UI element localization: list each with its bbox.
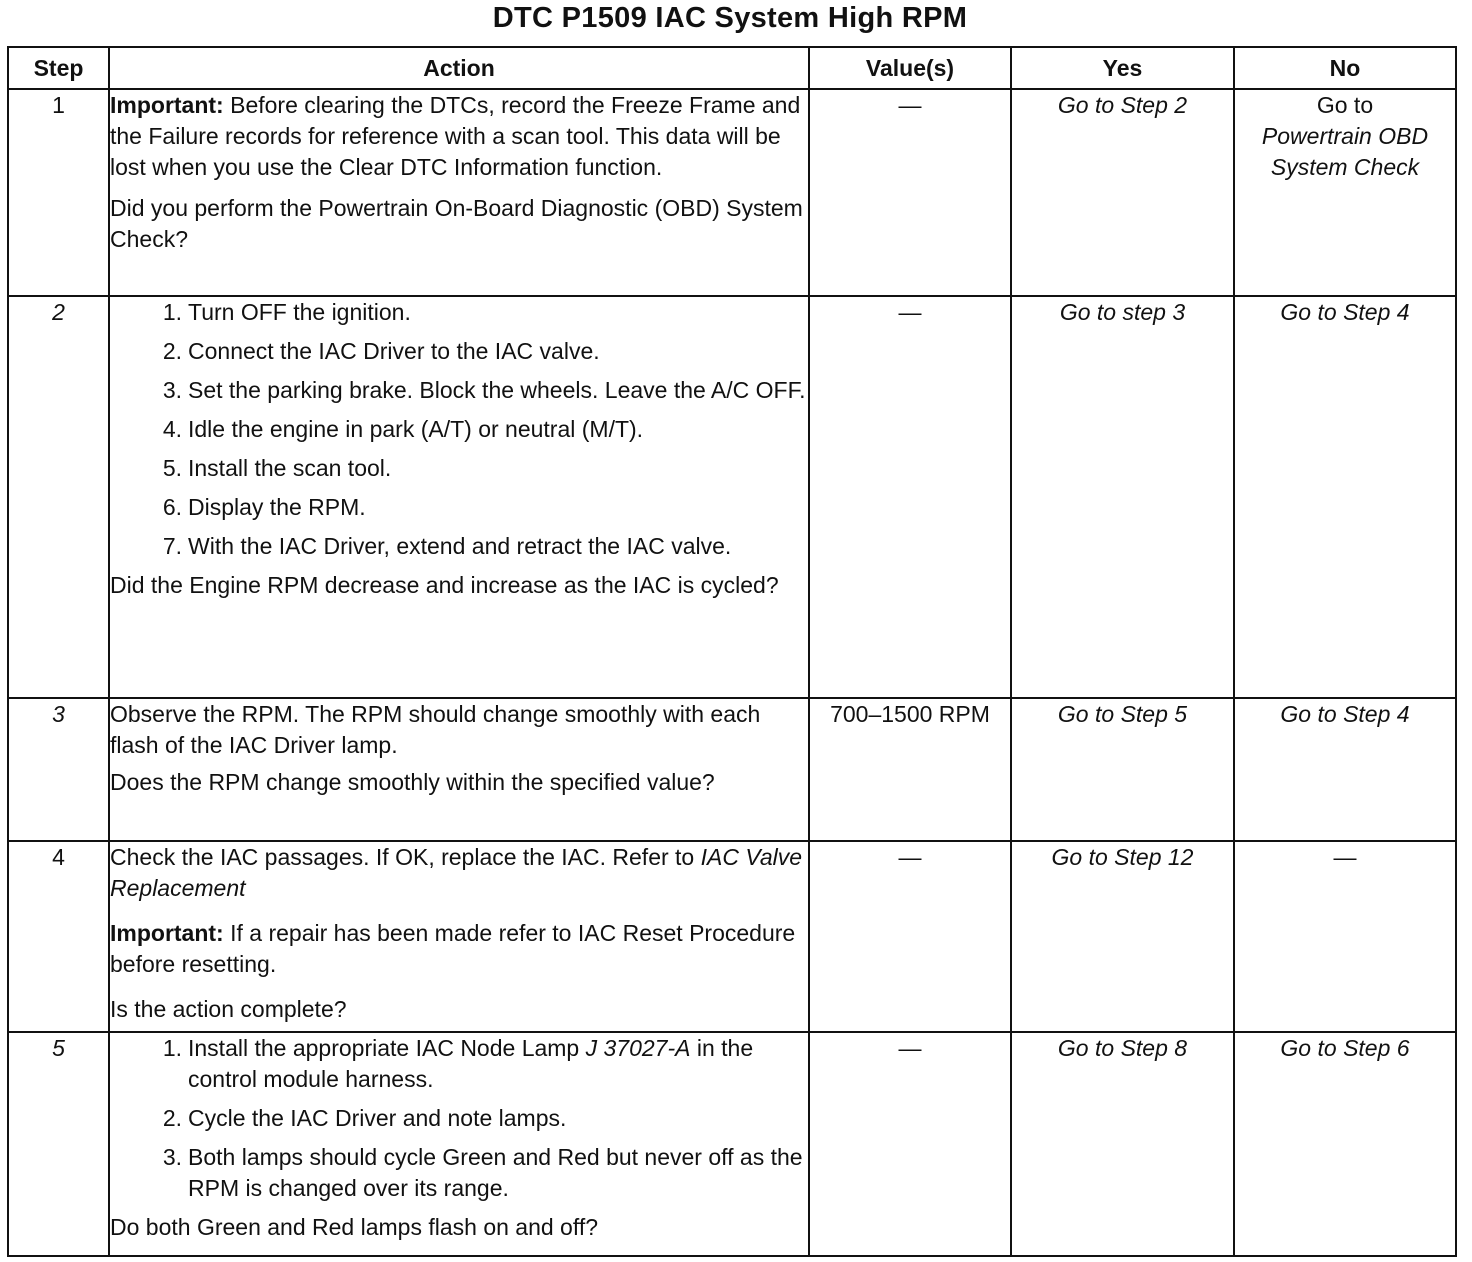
list-item bbox=[110, 1033, 808, 1095]
action-cell bbox=[109, 841, 809, 1032]
question-text: Does the RPM change smoothly within the specified value? bbox=[110, 769, 715, 795]
tool-reference: J 37027-A bbox=[585, 1035, 691, 1061]
table-row bbox=[8, 841, 1456, 1032]
value-cell bbox=[809, 89, 1011, 296]
table-row bbox=[8, 296, 1456, 698]
step-number-text: 2 bbox=[52, 299, 65, 325]
important-note bbox=[110, 90, 808, 183]
item-text: Display the RPM. bbox=[188, 494, 366, 520]
step-number bbox=[8, 1032, 109, 1256]
no-link[interactable] bbox=[1234, 89, 1456, 296]
step-number: 4 bbox=[8, 841, 109, 1032]
item-text: Install the scan tool. bbox=[188, 455, 392, 481]
header-no: No bbox=[1234, 47, 1456, 89]
value-text: — bbox=[898, 1035, 922, 1061]
question-text: Do both Green and Red lamps flash on and off? bbox=[110, 1214, 599, 1240]
item-text: Turn OFF the ignition. bbox=[188, 299, 411, 325]
item-text: With the IAC Driver, extend and retract the IAC valve. bbox=[188, 533, 732, 559]
value-cell bbox=[809, 841, 1011, 1032]
no-prefix: Go to bbox=[1316, 92, 1374, 118]
value-text: — bbox=[898, 844, 922, 870]
item-number: 2. bbox=[162, 338, 182, 364]
question-text: Did the Engine RPM decrease and increase as the IAC is cycled? bbox=[110, 572, 779, 598]
table-row bbox=[8, 698, 1456, 841]
item-text-pre: Install the appropriate IAC Node Lamp bbox=[188, 1035, 580, 1061]
no-cell bbox=[1234, 841, 1456, 1032]
item-text bbox=[188, 1033, 808, 1095]
table-header-row bbox=[8, 47, 1456, 89]
item-text: Both lamps should cycle Green and Red but never off as the RPM is changed over its range. bbox=[188, 1144, 803, 1201]
table-row bbox=[8, 89, 1456, 296]
value-cell: 700–1500 RPM bbox=[809, 698, 1011, 841]
list-item bbox=[110, 297, 808, 328]
item-text: Idle the engine in park (A/T) or neutral (M/T). bbox=[188, 416, 644, 442]
step-number-text: 3 bbox=[52, 701, 65, 727]
item-number: 6. bbox=[162, 494, 182, 520]
procedure-list bbox=[110, 1033, 808, 1204]
list-item bbox=[110, 453, 808, 484]
item-number: 1. bbox=[162, 299, 182, 325]
table-row bbox=[8, 1032, 1456, 1256]
no-link[interactable]: Go to Step 4 bbox=[1234, 296, 1456, 698]
diagnostic-table bbox=[7, 46, 1457, 1257]
list-item bbox=[110, 492, 808, 523]
important-label: Important: bbox=[110, 92, 224, 118]
list-item bbox=[110, 1103, 808, 1134]
question-text: Is the action complete? bbox=[110, 996, 347, 1022]
value-cell bbox=[809, 1032, 1011, 1256]
action-cell bbox=[109, 698, 809, 841]
list-item bbox=[110, 375, 808, 406]
item-text-post: in the control module harness. bbox=[188, 1035, 754, 1092]
step-number-text: 5 bbox=[52, 1035, 65, 1061]
no-link[interactable]: Go to Step 6 bbox=[1234, 1032, 1456, 1256]
header-yes: Yes bbox=[1011, 47, 1234, 89]
list-item bbox=[110, 336, 808, 367]
item-number: 7. bbox=[162, 533, 182, 559]
action-text-main: Check the IAC passages. If OK, replace the IAC. Refer to bbox=[110, 844, 695, 870]
item-number: 1. bbox=[162, 1035, 182, 1061]
value-text: — bbox=[898, 299, 922, 325]
header-step: Step bbox=[8, 47, 109, 89]
header-action: Action bbox=[109, 47, 809, 89]
important-note bbox=[110, 918, 808, 980]
list-item bbox=[110, 531, 808, 562]
yes-link[interactable]: Go to Step 12 bbox=[1011, 841, 1234, 1032]
important-text: Before clearing the DTCs, record the Freeze Frame and the Failure records for reference with a scan tool. This data will be lost when you use the Clear DTC Information function. bbox=[110, 92, 801, 180]
item-text: Cycle the IAC Driver and note lamps. bbox=[188, 1105, 567, 1131]
no-value-text: — bbox=[1333, 844, 1357, 870]
action-cell bbox=[109, 89, 809, 296]
no-target: Powertrain OBD System Check bbox=[1261, 123, 1429, 180]
value-cell bbox=[809, 296, 1011, 698]
procedure-list bbox=[110, 297, 808, 562]
item-number: 3. bbox=[162, 1144, 182, 1170]
question-text: Did you perform the Powertrain On-Board Diagnostic (OBD) System Check? bbox=[110, 195, 803, 252]
important-label: Important: bbox=[110, 920, 224, 946]
list-item bbox=[110, 1142, 808, 1204]
item-number: 5. bbox=[162, 455, 182, 481]
action-text bbox=[110, 842, 808, 904]
no-link[interactable]: Go to Step 4 bbox=[1234, 698, 1456, 841]
header-values: Value(s) bbox=[809, 47, 1011, 89]
page-title: DTC P1509 IAC System High RPM bbox=[492, 2, 968, 34]
step-number bbox=[8, 698, 109, 841]
value-text: — bbox=[898, 92, 922, 118]
yes-link[interactable]: Go to Step 8 bbox=[1011, 1032, 1234, 1256]
step-number: 1 bbox=[8, 89, 109, 296]
action-cell bbox=[109, 296, 809, 698]
item-number: 2. bbox=[162, 1105, 182, 1131]
reference-link[interactable]: IAC Valve Replacement bbox=[110, 844, 803, 901]
step-number bbox=[8, 296, 109, 698]
item-number: 4. bbox=[162, 416, 182, 442]
list-item bbox=[110, 414, 808, 445]
important-text: If a repair has been made refer to IAC Reset Procedure before resetting. bbox=[110, 920, 796, 977]
action-text: Observe the RPM. The RPM should change smoothly with each flash of the IAC Driver lamp. bbox=[110, 701, 761, 758]
yes-link[interactable]: Go to Step 5 bbox=[1011, 698, 1234, 841]
yes-link[interactable]: Go to Step 2 bbox=[1011, 89, 1234, 296]
yes-link[interactable]: Go to step 3 bbox=[1011, 296, 1234, 698]
item-text: Connect the IAC Driver to the IAC valve. bbox=[188, 338, 600, 364]
action-cell bbox=[109, 1032, 809, 1256]
item-text: Set the parking brake. Block the wheels. Leave the A/C OFF. bbox=[188, 377, 806, 403]
item-number: 3. bbox=[162, 377, 182, 403]
